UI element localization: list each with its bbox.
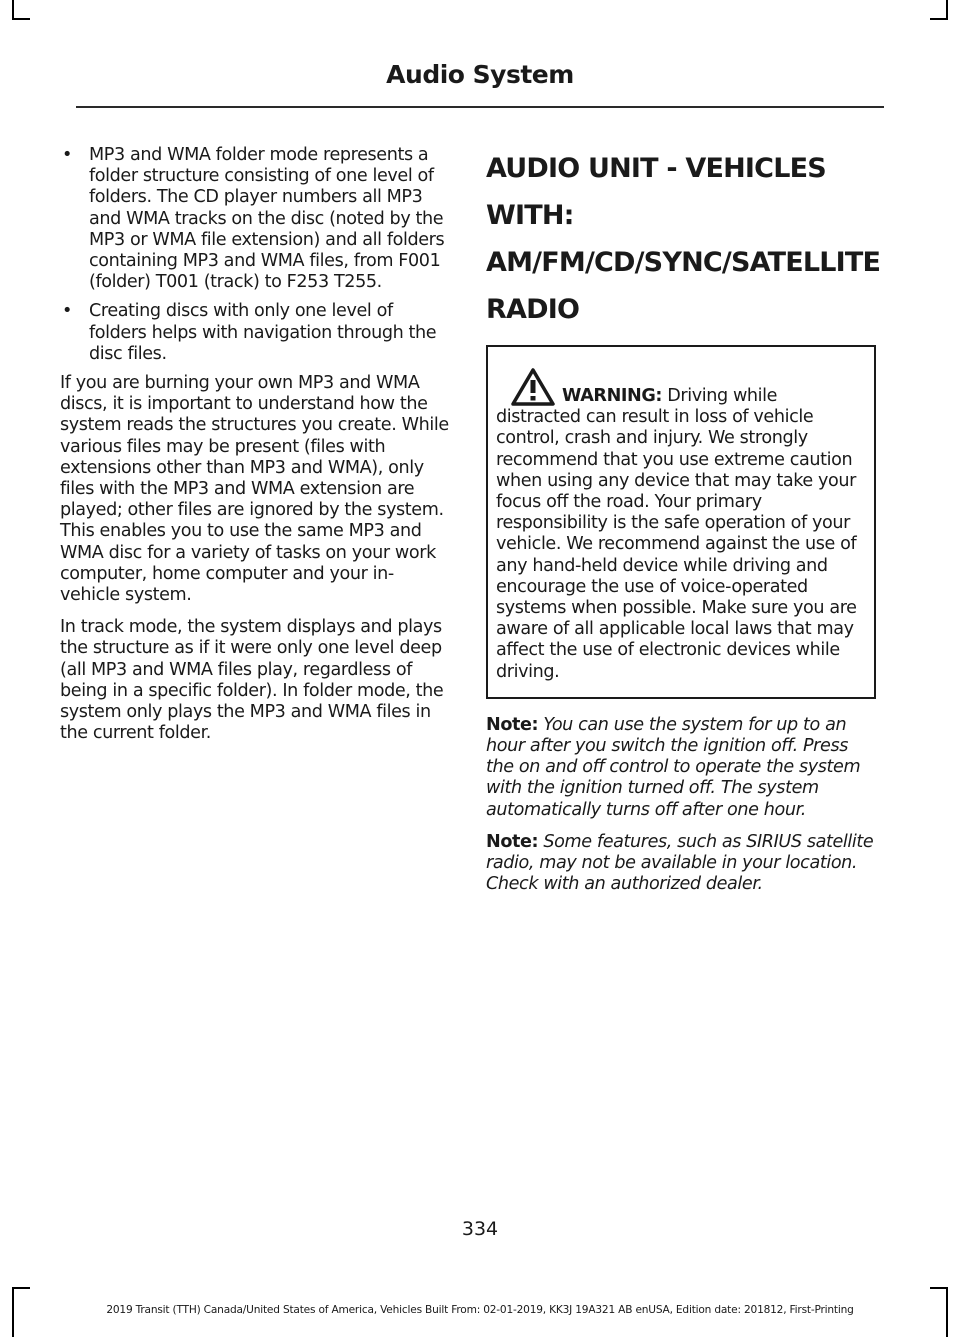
note-label: Note: — [486, 831, 539, 852]
list-item — [60, 301, 450, 365]
header-divider — [76, 106, 884, 108]
list-item — [60, 145, 450, 293]
warning-label: WARNING: — [562, 386, 663, 406]
bullet-text: Creating discs with only one level of folders helps with navigation through the disc files. — [89, 301, 437, 364]
crop-mark — [12, 1287, 30, 1289]
body-paragraph: In track mode, the system displays and plays the structure as if it were only one level deep (all MP3 and WMA files play, regardless of being in a specific folder). In folder mode, the system only plays the MP3 and WMA files in the current folder. — [60, 617, 444, 744]
note-paragraph — [486, 832, 880, 896]
body-paragraph: If you are burning your own MP3 and WMA discs, it is important to understand how the system reads the structures you create. While various files may be present (files with extensions other than MP3 and WMA), only files with the MP3 and WMA extension are played; other files are ignored by the system. This enables you to use the same MP3 and WMA disc for a variety of tasks on your work computer, home computer and your in-vehicle system. — [60, 373, 449, 606]
left-column — [60, 145, 450, 755]
crop-mark — [12, 18, 30, 20]
note-text: Some features, such as SIRIUS satellite radio, may not be available in your location. Check with an authorized dealer. — [486, 831, 874, 895]
crop-mark — [12, 0, 14, 20]
warning-text: Driving while distracted can result in loss of vehicle control, crash and injury. We strongly recommend that you use extreme caution when using any device that may take your focus off the road. Your primary responsibility is the safe operation of your vehicle. We recommend against the use of any hand-held device while driving and encourage the use of voice-operated systems when possible. Make sure you are aware of all applicable local laws that may affect the use of electronic devices while driving. — [496, 386, 857, 682]
heading-line: RADIO — [486, 294, 580, 325]
heading-line: AM/FM/CD/SYNC/SATELLITE — [486, 247, 881, 278]
page-number: 334 — [461, 1218, 499, 1240]
bullet-icon: • — [62, 145, 72, 165]
crop-mark — [946, 0, 948, 20]
heading-line: AUDIO UNIT - VEHICLES WITH: — [486, 153, 826, 231]
footer-text: 2019 Transit (TTH) Canada/United States of America, Vehicles Built From: 02-01-2019, KK3J 19A321 AB enUSA, Edition date: 201812, First-Printing — [106, 1304, 854, 1316]
warning-triangle-icon — [510, 367, 556, 407]
bullet-icon: • — [62, 301, 72, 322]
note-text: You can use the system for up to an hour after you switch the ignition off. Press the on and off control to operate the system with the ignition turned off. The system automatically turns off after one hour. — [486, 714, 861, 820]
note-paragraph — [486, 715, 880, 821]
section-heading — [486, 145, 880, 333]
crop-mark — [930, 1287, 948, 1289]
warning-box — [486, 345, 876, 699]
note-label: Note: — [486, 714, 539, 735]
crop-mark — [930, 18, 948, 20]
page-title: Audio System — [386, 60, 574, 89]
right-column — [486, 145, 880, 906]
bullet-text: MP3 and WMA folder mode represents a folder structure consisting of one level of folders. The CD player numbers all MP3 and WMA tracks on the disc (noted by the MP3 or WMA file extension) and all folders containing MP3 and WMA files, from F001 (folder) T001 (track) to F253 T255. — [89, 145, 445, 293]
bullet-list — [60, 145, 450, 365]
